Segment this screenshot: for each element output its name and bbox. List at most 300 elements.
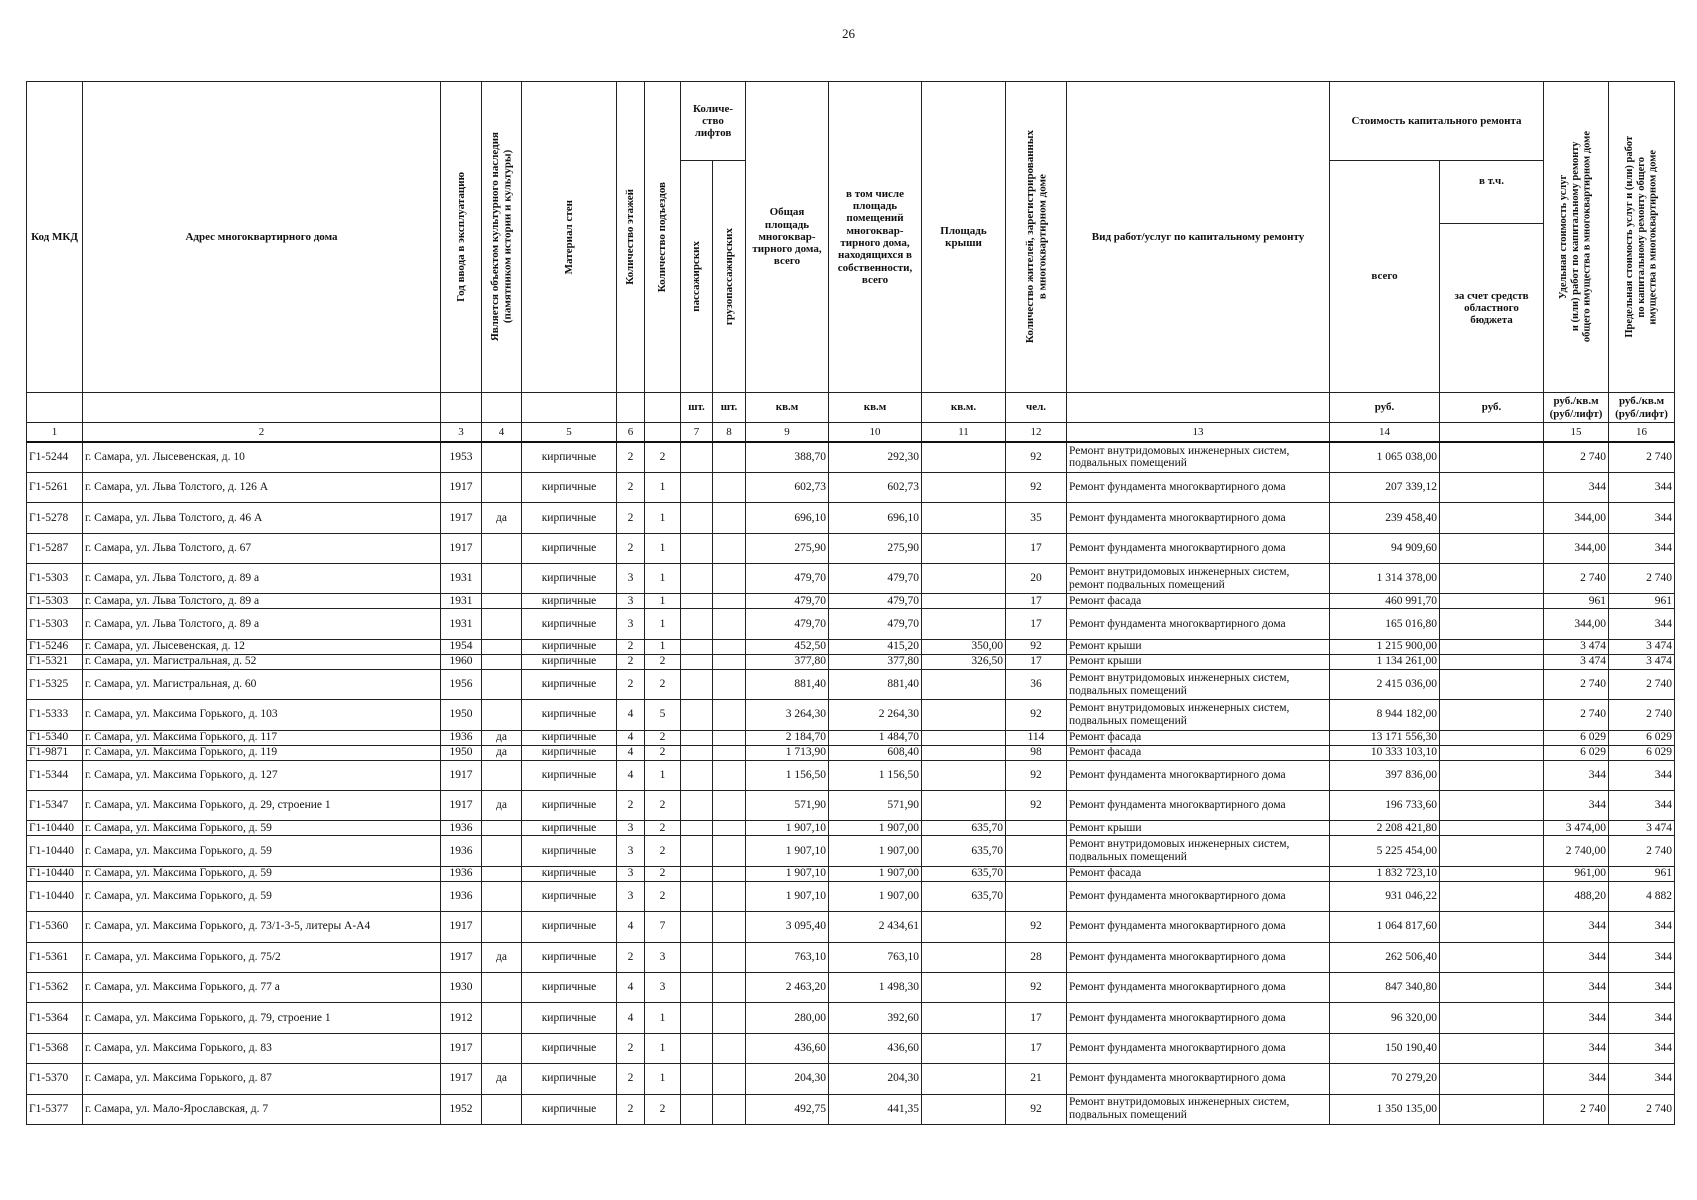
- cell-work-type: Ремонт крыши: [1067, 821, 1330, 836]
- cell-year: 1917: [441, 1064, 482, 1094]
- cell-roof-area: [922, 594, 1006, 609]
- col-header-roof-area: Площадь крыши: [922, 82, 1006, 393]
- cell-entrances: 1: [645, 472, 681, 502]
- table-row: [27, 942, 1675, 972]
- cell-cost-total: 5 225 454,00: [1330, 836, 1440, 866]
- cell-floors: 2: [617, 1064, 645, 1094]
- table-row: [27, 639, 1675, 654]
- col-header-lifts-passenger: пассажирских: [681, 161, 713, 393]
- cell-walls: кирпичные: [522, 594, 617, 609]
- cell-cost-regional: [1440, 564, 1544, 594]
- cell-residents: [1006, 866, 1067, 881]
- cell-heritage: [482, 866, 522, 881]
- cell-total-area: 2 184,70: [746, 730, 829, 745]
- cell-residents: 17: [1006, 1003, 1067, 1033]
- cell-walls: кирпичные: [522, 1064, 617, 1094]
- cell-roof-area: [922, 503, 1006, 533]
- cell-residents: 17: [1006, 1033, 1067, 1063]
- cell-entrances: 2: [645, 1094, 681, 1124]
- unit-roof-area: кв.м.: [922, 393, 1006, 423]
- cell-floors: 3: [617, 564, 645, 594]
- cell-residents: 92: [1006, 791, 1067, 821]
- cell-heritage: [482, 639, 522, 654]
- cell-private-area: 392,60: [829, 1003, 922, 1033]
- cell-work-type: Ремонт внутридомовых инженерных систем, подвальных помещений: [1067, 1094, 1330, 1124]
- cell-lifts-passenger: [681, 1033, 713, 1063]
- cell-work-type: Ремонт фундамента многоквартирного дома: [1067, 972, 1330, 1002]
- cell-total-area: 479,70: [746, 609, 829, 639]
- cell-year: 1917: [441, 533, 482, 563]
- cell-heritage: да: [482, 745, 522, 760]
- cell-lifts-passenger: [681, 1003, 713, 1033]
- cell-cost-regional: [1440, 821, 1544, 836]
- cell-code: Г1-5361: [27, 942, 83, 972]
- cell-year: 1952: [441, 1094, 482, 1124]
- unit-total-area: кв.м: [746, 393, 829, 423]
- cell-work-type: Ремонт фундамента многоквартирного дома: [1067, 609, 1330, 639]
- cell-cost-total: 460 991,70: [1330, 594, 1440, 609]
- cell-residents: 92: [1006, 472, 1067, 502]
- cell-floors: 4: [617, 912, 645, 942]
- cell-lifts-passenger: [681, 821, 713, 836]
- cell-address: г. Самара, ул. Максима Горького, д. 59: [83, 836, 441, 866]
- cell-residents: 17: [1006, 594, 1067, 609]
- cell-code: Г1-5362: [27, 972, 83, 1002]
- cell-unit-cost: 344: [1544, 760, 1609, 790]
- cell-year: 1936: [441, 836, 482, 866]
- cell-unit-cost: 3 474,00: [1544, 821, 1609, 836]
- cell-year: 1936: [441, 866, 482, 881]
- cell-work-type: Ремонт фасада: [1067, 745, 1330, 760]
- cell-address: г. Самара, ул. Магистральная, д. 52: [83, 654, 441, 669]
- cell-lifts-freight: [713, 1094, 746, 1124]
- cell-private-area: 1 156,50: [829, 760, 922, 790]
- table-row: [27, 609, 1675, 639]
- cell-code: Г1-5321: [27, 654, 83, 669]
- cell-cost-total: 207 339,12: [1330, 472, 1440, 502]
- table-row: [27, 791, 1675, 821]
- column-number: 10: [829, 423, 922, 443]
- cell-private-area: 1 907,00: [829, 881, 922, 911]
- cell-cost-total: 1 314 378,00: [1330, 564, 1440, 594]
- cell-entrances: 2: [645, 866, 681, 881]
- cell-address: г. Самара, ул. Максима Горького, д. 29, строение 1: [83, 791, 441, 821]
- cell-residents: 92: [1006, 639, 1067, 654]
- cell-work-type: Ремонт внутридомовых инженерных систем, ремонт подвальных помещений: [1067, 564, 1330, 594]
- cell-residents: 92: [1006, 442, 1067, 472]
- table-row: [27, 442, 1675, 472]
- cell-cost-total: 2 415 036,00: [1330, 669, 1440, 699]
- cell-roof-area: [922, 442, 1006, 472]
- cell-entrances: 1: [645, 1064, 681, 1094]
- cell-walls: кирпичные: [522, 866, 617, 881]
- cell-floors: 4: [617, 760, 645, 790]
- cell-address: г. Самара, ул. Максима Горького, д. 87: [83, 1064, 441, 1094]
- column-number: 5: [522, 423, 617, 443]
- cell-unit-cost: 2 740: [1544, 700, 1609, 730]
- cell-address: г. Самара, ул. Максима Горького, д. 59: [83, 821, 441, 836]
- cell-roof-area: 635,70: [922, 836, 1006, 866]
- cell-cost-regional: [1440, 1003, 1544, 1033]
- cell-residents: 17: [1006, 533, 1067, 563]
- cell-address: г. Самара, ул. Максима Горького, д. 119: [83, 745, 441, 760]
- cell-total-area: 280,00: [746, 1003, 829, 1033]
- cell-floors: 4: [617, 730, 645, 745]
- cell-floors: 2: [617, 503, 645, 533]
- cell-work-type: Ремонт фундамента многоквартирного дома: [1067, 1064, 1330, 1094]
- cell-lifts-freight: [713, 533, 746, 563]
- cell-lifts-passenger: [681, 654, 713, 669]
- cell-private-area: 2 264,30: [829, 700, 922, 730]
- cell-residents: 17: [1006, 609, 1067, 639]
- cell-cost-total: 1 065 038,00: [1330, 442, 1440, 472]
- cell-roof-area: 635,70: [922, 866, 1006, 881]
- cell-walls: кирпичные: [522, 881, 617, 911]
- column-number: 14: [1330, 423, 1440, 443]
- cell-work-type: Ремонт внутридомовых инженерных систем, подвальных помещений: [1067, 836, 1330, 866]
- cell-walls: кирпичные: [522, 609, 617, 639]
- cell-lifts-freight: [713, 442, 746, 472]
- cell-private-area: 602,73: [829, 472, 922, 502]
- unit-unit-cost: руб./кв.м (руб/лифт): [1544, 393, 1609, 423]
- cell-address: г. Самара, ул. Максима Горького, д. 59: [83, 866, 441, 881]
- cell-total-area: 571,90: [746, 791, 829, 821]
- cell-entrances: 2: [645, 881, 681, 911]
- cell-work-type: Ремонт фундамента многоквартирного дома: [1067, 760, 1330, 790]
- cell-year: 1912: [441, 1003, 482, 1033]
- cell-heritage: [482, 609, 522, 639]
- cell-lifts-freight: [713, 866, 746, 881]
- cell-code: Г1-5303: [27, 594, 83, 609]
- header-row-1: [27, 82, 1675, 161]
- cell-code: Г1-10440: [27, 866, 83, 881]
- col-header-lifts-freight: грузопассажирских: [713, 161, 746, 393]
- cell-address: г. Самара, ул. Лысевенская, д. 10: [83, 442, 441, 472]
- cell-unit-cost: 344,00: [1544, 609, 1609, 639]
- cell-limit-cost: 2 740: [1609, 564, 1675, 594]
- cell-private-area: 1 907,00: [829, 866, 922, 881]
- cell-heritage: [482, 1033, 522, 1063]
- cell-limit-cost: 6 029: [1609, 730, 1675, 745]
- table-row: [27, 564, 1675, 594]
- cell-address: г. Самара, ул. Льва Толстого, д. 46 А: [83, 503, 441, 533]
- cell-work-type: Ремонт фундамента многоквартирного дома: [1067, 503, 1330, 533]
- cell-cost-regional: [1440, 442, 1544, 472]
- cell-limit-cost: 4 882: [1609, 881, 1675, 911]
- column-number: 15: [1544, 423, 1609, 443]
- cell-limit-cost: 344: [1609, 472, 1675, 502]
- cell-private-area: 479,70: [829, 564, 922, 594]
- cell-code: Г1-5278: [27, 503, 83, 533]
- cell-year: 1917: [441, 942, 482, 972]
- cell-total-area: 1 907,10: [746, 881, 829, 911]
- cell-lifts-freight: [713, 836, 746, 866]
- cell-private-area: 1 498,30: [829, 972, 922, 1002]
- cell-floors: 4: [617, 700, 645, 730]
- cell-cost-regional: [1440, 594, 1544, 609]
- cell-limit-cost: 344: [1609, 942, 1675, 972]
- cell-roof-area: [922, 1003, 1006, 1033]
- cell-heritage: [482, 594, 522, 609]
- cell-cost-regional: [1440, 1033, 1544, 1063]
- cell-roof-area: [922, 472, 1006, 502]
- cell-address: г. Самара, ул. Максима Горького, д. 59: [83, 881, 441, 911]
- table-row: [27, 836, 1675, 866]
- table-row: [27, 654, 1675, 669]
- cell-limit-cost: 3 474: [1609, 654, 1675, 669]
- table-body: [27, 442, 1675, 1124]
- cell-residents: [1006, 836, 1067, 866]
- cell-private-area: 1 484,70: [829, 730, 922, 745]
- cell-work-type: Ремонт фасада: [1067, 730, 1330, 745]
- table-row: [27, 866, 1675, 881]
- cell-lifts-freight: [713, 472, 746, 502]
- col-header-total-area: Общая площадь многоквар-тирного дома, всего: [746, 82, 829, 393]
- cell-limit-cost: 344: [1609, 503, 1675, 533]
- cell-entrances: 2: [645, 745, 681, 760]
- cell-total-area: 377,80: [746, 654, 829, 669]
- cell-limit-cost: 344: [1609, 1064, 1675, 1094]
- cell-cost-regional: [1440, 760, 1544, 790]
- cell-heritage: [482, 821, 522, 836]
- cell-unit-cost: 961,00: [1544, 866, 1609, 881]
- cell-unit-cost: 2 740: [1544, 442, 1609, 472]
- cell-address: г. Самара, ул. Максима Горького, д. 77 а: [83, 972, 441, 1002]
- cell-year: 1931: [441, 564, 482, 594]
- cell-lifts-freight: [713, 760, 746, 790]
- cell-lifts-freight: [713, 1003, 746, 1033]
- cell-walls: кирпичные: [522, 669, 617, 699]
- cell-heritage: да: [482, 730, 522, 745]
- cell-lifts-passenger: [681, 836, 713, 866]
- units-row: [27, 393, 1675, 423]
- cell-year: 1917: [441, 760, 482, 790]
- cell-walls: кирпичные: [522, 472, 617, 502]
- cell-cost-regional: [1440, 1094, 1544, 1124]
- cell-walls: кирпичные: [522, 1094, 617, 1124]
- cell-lifts-freight: [713, 594, 746, 609]
- table-row: [27, 760, 1675, 790]
- cell-cost-regional: [1440, 639, 1544, 654]
- cell-cost-total: 239 458,40: [1330, 503, 1440, 533]
- column-number: 1: [27, 423, 83, 443]
- cell-cost-regional: [1440, 972, 1544, 1002]
- cell-limit-cost: 344: [1609, 972, 1675, 1002]
- cell-limit-cost: 344: [1609, 1003, 1675, 1033]
- cell-cost-total: 8 944 182,00: [1330, 700, 1440, 730]
- cell-entrances: 3: [645, 972, 681, 1002]
- col-header-entrances: Количество подъездов: [645, 82, 681, 393]
- cell-year: 1953: [441, 442, 482, 472]
- cell-private-area: 1 907,00: [829, 836, 922, 866]
- cell-walls: кирпичные: [522, 700, 617, 730]
- column-number: [1440, 423, 1544, 443]
- cell-unit-cost: 344: [1544, 942, 1609, 972]
- cell-walls: кирпичные: [522, 745, 617, 760]
- unit-cost-total: руб.: [1330, 393, 1440, 423]
- cell-private-area: 479,70: [829, 594, 922, 609]
- cell-entrances: 2: [645, 730, 681, 745]
- cell-work-type: Ремонт фундамента многоквартирного дома: [1067, 791, 1330, 821]
- cell-year: 1956: [441, 669, 482, 699]
- table-row: [27, 1064, 1675, 1094]
- cell-total-area: 1 907,10: [746, 866, 829, 881]
- cell-lifts-freight: [713, 912, 746, 942]
- table-row: [27, 594, 1675, 609]
- cell-lifts-passenger: [681, 1094, 713, 1124]
- cell-heritage: [482, 654, 522, 669]
- cell-total-area: 3 095,40: [746, 912, 829, 942]
- cell-private-area: 275,90: [829, 533, 922, 563]
- cell-unit-cost: 961: [1544, 594, 1609, 609]
- cell-address: г. Самара, ул. Магистральная, д. 60: [83, 669, 441, 699]
- cell-year: 1931: [441, 594, 482, 609]
- cell-lifts-passenger: [681, 639, 713, 654]
- cell-floors: 3: [617, 594, 645, 609]
- cell-lifts-freight: [713, 700, 746, 730]
- col-header-cost-regional: за счет средств областного бюджета: [1440, 224, 1544, 393]
- cell-residents: [1006, 881, 1067, 911]
- cell-roof-area: 350,00: [922, 639, 1006, 654]
- unit-residents: чел.: [1006, 393, 1067, 423]
- cell-lifts-passenger: [681, 866, 713, 881]
- column-number: 12: [1006, 423, 1067, 443]
- cell-residents: 114: [1006, 730, 1067, 745]
- cell-cost-total: 397 836,00: [1330, 760, 1440, 790]
- column-number: 8: [713, 423, 746, 443]
- cell-cost-regional: [1440, 472, 1544, 502]
- unit-lifts-passenger: шт.: [681, 393, 713, 423]
- cell-lifts-passenger: [681, 472, 713, 502]
- cell-year: 1950: [441, 700, 482, 730]
- cell-address: г. Самара, ул. Льва Толстого, д. 89 а: [83, 609, 441, 639]
- cell-floors: 3: [617, 836, 645, 866]
- col-header-cost-incl: в т.ч.: [1440, 161, 1544, 224]
- cell-roof-area: [922, 730, 1006, 745]
- cell-total-area: 1 907,10: [746, 836, 829, 866]
- cell-code: Г1-5246: [27, 639, 83, 654]
- col-header-private-area: в том числе площадь помещений многоквар-тирного дома, находящихся в собственности, всего: [829, 82, 922, 393]
- cell-cost-regional: [1440, 1064, 1544, 1094]
- cell-lifts-passenger: [681, 881, 713, 911]
- cell-address: г. Самара, ул. Максима Горького, д. 83: [83, 1033, 441, 1063]
- cell-unit-cost: 3 474: [1544, 639, 1609, 654]
- cell-private-area: 571,90: [829, 791, 922, 821]
- cell-heritage: [482, 533, 522, 563]
- cell-code: Г1-5303: [27, 609, 83, 639]
- cell-private-area: 608,40: [829, 745, 922, 760]
- cell-code: Г1-5261: [27, 472, 83, 502]
- table-row: [27, 972, 1675, 1002]
- cell-work-type: Ремонт внутридомовых инженерных систем, подвальных помещений: [1067, 669, 1330, 699]
- cell-work-type: Ремонт фундамента многоквартирного дома: [1067, 1003, 1330, 1033]
- cell-code: Г1-5364: [27, 1003, 83, 1033]
- cell-walls: кирпичные: [522, 730, 617, 745]
- cell-walls: кирпичные: [522, 533, 617, 563]
- cell-cost-regional: [1440, 791, 1544, 821]
- cell-work-type: Ремонт крыши: [1067, 654, 1330, 669]
- cell-walls: кирпичные: [522, 942, 617, 972]
- cell-entrances: 1: [645, 564, 681, 594]
- cell-lifts-freight: [713, 821, 746, 836]
- cell-cost-total: 70 279,20: [1330, 1064, 1440, 1094]
- cell-lifts-passenger: [681, 942, 713, 972]
- table-row: [27, 912, 1675, 942]
- cell-address: г. Самара, ул. Льва Толстого, д. 126 А: [83, 472, 441, 502]
- cell-lifts-passenger: [681, 745, 713, 760]
- column-number: 2: [83, 423, 441, 443]
- cell-roof-area: [922, 1064, 1006, 1094]
- cell-private-area: 696,10: [829, 503, 922, 533]
- cell-roof-area: [922, 745, 1006, 760]
- cell-lifts-freight: [713, 654, 746, 669]
- cell-floors: 4: [617, 745, 645, 760]
- cell-cost-regional: [1440, 836, 1544, 866]
- cell-entrances: 1: [645, 760, 681, 790]
- cell-lifts-freight: [713, 503, 746, 533]
- cell-address: г. Самара, ул. Мало-Ярославская, д. 7: [83, 1094, 441, 1124]
- cell-limit-cost: 344: [1609, 533, 1675, 563]
- cell-total-area: 388,70: [746, 442, 829, 472]
- cell-code: Г1-10440: [27, 881, 83, 911]
- cell-code: Г1-5287: [27, 533, 83, 563]
- cell-residents: 92: [1006, 1094, 1067, 1124]
- cell-heritage: [482, 1094, 522, 1124]
- cell-heritage: [482, 1003, 522, 1033]
- cell-code: Г1-5340: [27, 730, 83, 745]
- cell-roof-area: [922, 760, 1006, 790]
- col-header-code: Код МКД: [27, 82, 83, 393]
- cell-limit-cost: 2 740: [1609, 836, 1675, 866]
- cell-cost-total: 94 909,60: [1330, 533, 1440, 563]
- cell-limit-cost: 2 740: [1609, 669, 1675, 699]
- cell-cost-regional: [1440, 881, 1544, 911]
- cell-floors: 2: [617, 639, 645, 654]
- cell-walls: кирпичные: [522, 760, 617, 790]
- cell-limit-cost: 344: [1609, 791, 1675, 821]
- col-header-walls: Материал стен: [522, 82, 617, 393]
- col-header-lifts: Количе-ство лифтов: [681, 82, 746, 161]
- cell-cost-total: 1 350 135,00: [1330, 1094, 1440, 1124]
- cell-residents: 92: [1006, 972, 1067, 1002]
- cell-cost-regional: [1440, 533, 1544, 563]
- cell-lifts-passenger: [681, 972, 713, 1002]
- cell-entrances: 1: [645, 1003, 681, 1033]
- cell-address: г. Самара, ул. Льва Толстого, д. 89 а: [83, 594, 441, 609]
- cell-address: г. Самара, ул. Максима Горького, д. 79, строение 1: [83, 1003, 441, 1033]
- cell-entrances: 2: [645, 791, 681, 821]
- cell-unit-cost: 344: [1544, 1033, 1609, 1063]
- cell-walls: кирпичные: [522, 1033, 617, 1063]
- table-row: [27, 730, 1675, 745]
- table-row: [27, 533, 1675, 563]
- cell-work-type: Ремонт фундамента многоквартирного дома: [1067, 1033, 1330, 1063]
- column-number: 9: [746, 423, 829, 443]
- cell-roof-area: [922, 669, 1006, 699]
- cell-year: 1936: [441, 821, 482, 836]
- cell-total-area: 1 156,50: [746, 760, 829, 790]
- cell-entrances: 7: [645, 912, 681, 942]
- unit-limit-cost: руб./кв.м (руб/лифт): [1609, 393, 1675, 423]
- cell-lifts-freight: [713, 730, 746, 745]
- column-number: 4: [482, 423, 522, 443]
- cell-lifts-passenger: [681, 503, 713, 533]
- cell-work-type: Ремонт фундамента многоквартирного дома: [1067, 533, 1330, 563]
- cell-code: Г1-5360: [27, 912, 83, 942]
- cell-total-area: 275,90: [746, 533, 829, 563]
- cell-walls: кирпичные: [522, 1003, 617, 1033]
- cell-limit-cost: 2 740: [1609, 700, 1675, 730]
